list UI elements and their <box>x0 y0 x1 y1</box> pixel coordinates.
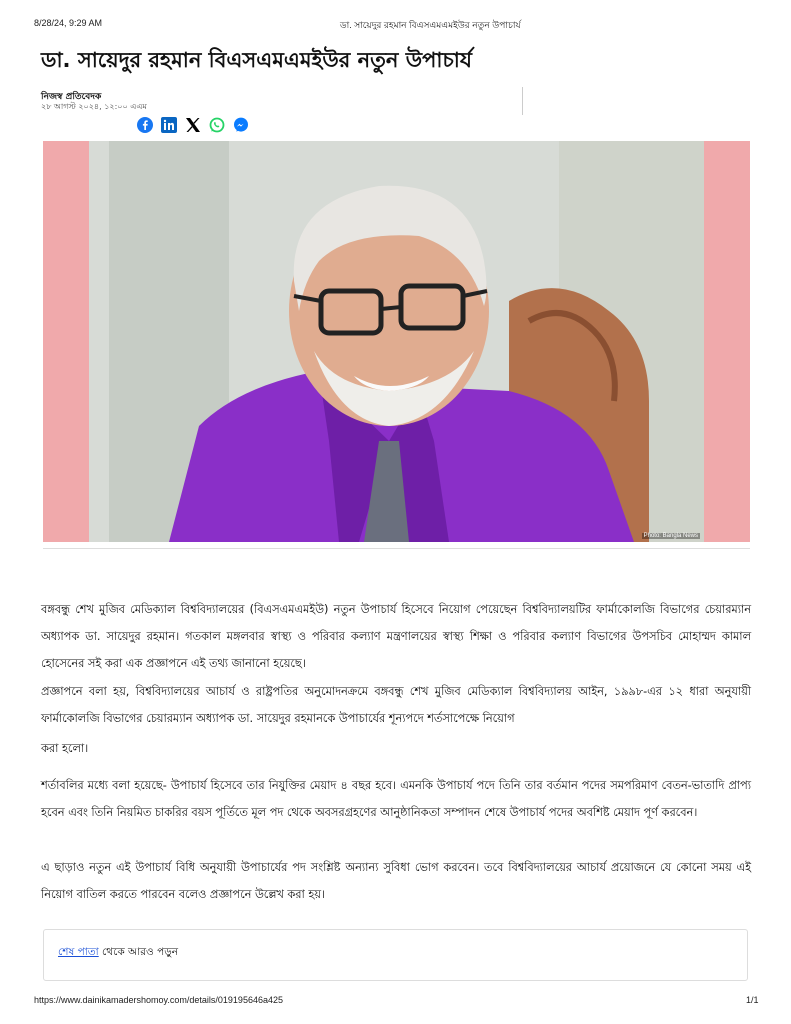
article-headline: ডা. সায়েদুর রহমান বিএসএমএমইউর নতুন উপাচার্য <box>41 48 472 72</box>
portrait-image <box>89 141 704 542</box>
print-url: https://www.dainikamadershomoy.com/details/019195646a425 <box>34 995 283 1005</box>
article-paragraph: প্রজ্ঞাপনে বলা হয়, বিশ্ববিদ্যালয়ের আচার্য ও রাষ্ট্রপতির অনুমোদনক্রমে বঙ্গবন্ধু শেখ মুজিব মেডিক্যাল বিশ্ববিদ্যালয় আইন, ১৯৯৮-এর ১২ ধারা অনুযায়ী ফার্মাকোলজি বিভাগের চেয়ারম্যান অধ্যাপক ডা. সায়েদুর রহমানকে উপাচার্যের শূন্যপদে শর্তসাপেক্ষে নিয়োগ <box>41 685 751 725</box>
read-more-link[interactable]: শেষ পাতা <box>58 946 99 958</box>
publish-date: ২৮ আগস্ট ২০২৪, ১২:০০ এএম <box>41 102 147 111</box>
read-more-suffix: থেকে আরও পড়ুন <box>98 946 178 958</box>
divider <box>43 548 750 549</box>
read-more-box <box>43 929 748 981</box>
divider <box>522 87 523 115</box>
messenger-icon[interactable] <box>232 116 250 134</box>
share-bar <box>136 116 250 134</box>
article-paragraph: শর্তাবলির মধ্যে বলা হয়েছে- উপাচার্য হিসেবে তার নিযুক্তির মেয়াদ ৪ বছর হবে। এমনকি উপাচার্য পদে তিনি তার বর্তমান পদের সমপরিমাণ বেতন-ভাতাদি প্রাপ্য হবেন এবং তিনি নিয়মিত চাকরির বয়স পূর্তিতে মূল পদ থেকে অবসরগ্রহণের আনুষ্ঠানিকতা সম্পাদন শেষে উপাচার্য পদের অবশিষ্ট মেয়াদ পূর্ণ করবেন। <box>41 779 751 819</box>
article-paragraph: করা হলো। <box>41 742 89 755</box>
print-datetime: 8/28/24, 9:29 AM <box>34 18 103 28</box>
linkedin-icon[interactable] <box>160 116 178 134</box>
read-more-text <box>58 945 178 962</box>
photo-credit: Photo: Bangla News <box>643 533 698 539</box>
article-paragraph: বঙ্গবন্ধু শেখ মুজিব মেডিক্যাল বিশ্ববিদ্যালয়ের (বিএসএমএমইউ) নতুন উপাচার্য হিসেবে নিয়োগ পেয়েছেন বিশ্ববিদ্যালয়টির ফার্মাকোলজি বিভাগের চেয়ারম্যান অধ্যাপক ডা. সায়েদুর রহমান। গতকাল মঙ্গলবার স্বাস্থ্য ও পরিবার কল্যাণ মন্ত্রণালয়ের স্বাস্থ্য শিক্ষা ও পরিবার কল্যাণ বিভাগের উপসচিব মোহাম্মদ কামাল হোসেনের সই করা এক প্রজ্ঞাপনে এই তথ্য জানানো হয়েছে। <box>41 603 751 670</box>
article-author[interactable]: নিজস্ব প্রতিবেদক <box>41 92 102 102</box>
page-number: 1/1 <box>746 995 759 1005</box>
print-title: ডা. সায়েদুর রহমান বিএসএমএমইউর নতুন উপাচার্য <box>340 20 521 30</box>
article-paragraph: এ ছাড়াও নতুন এই উপাচার্য বিধি অনুযায়ী উপাচার্যের পদ সংশ্লিষ্ট অন্যান্য সুবিধা ভোগ করবেন। তবে বিশ্ববিদ্যালয়ের আচার্য প্রয়োজনে যে কোনো সময় এই নিয়োগ বাতিল করতে পারবেন বলেও প্রজ্ঞাপনে উল্লেখ করা হয়। <box>41 861 751 901</box>
article-photo <box>43 141 750 542</box>
facebook-icon[interactable] <box>136 116 154 134</box>
x-icon[interactable] <box>184 116 202 134</box>
whatsapp-icon[interactable] <box>208 116 226 134</box>
